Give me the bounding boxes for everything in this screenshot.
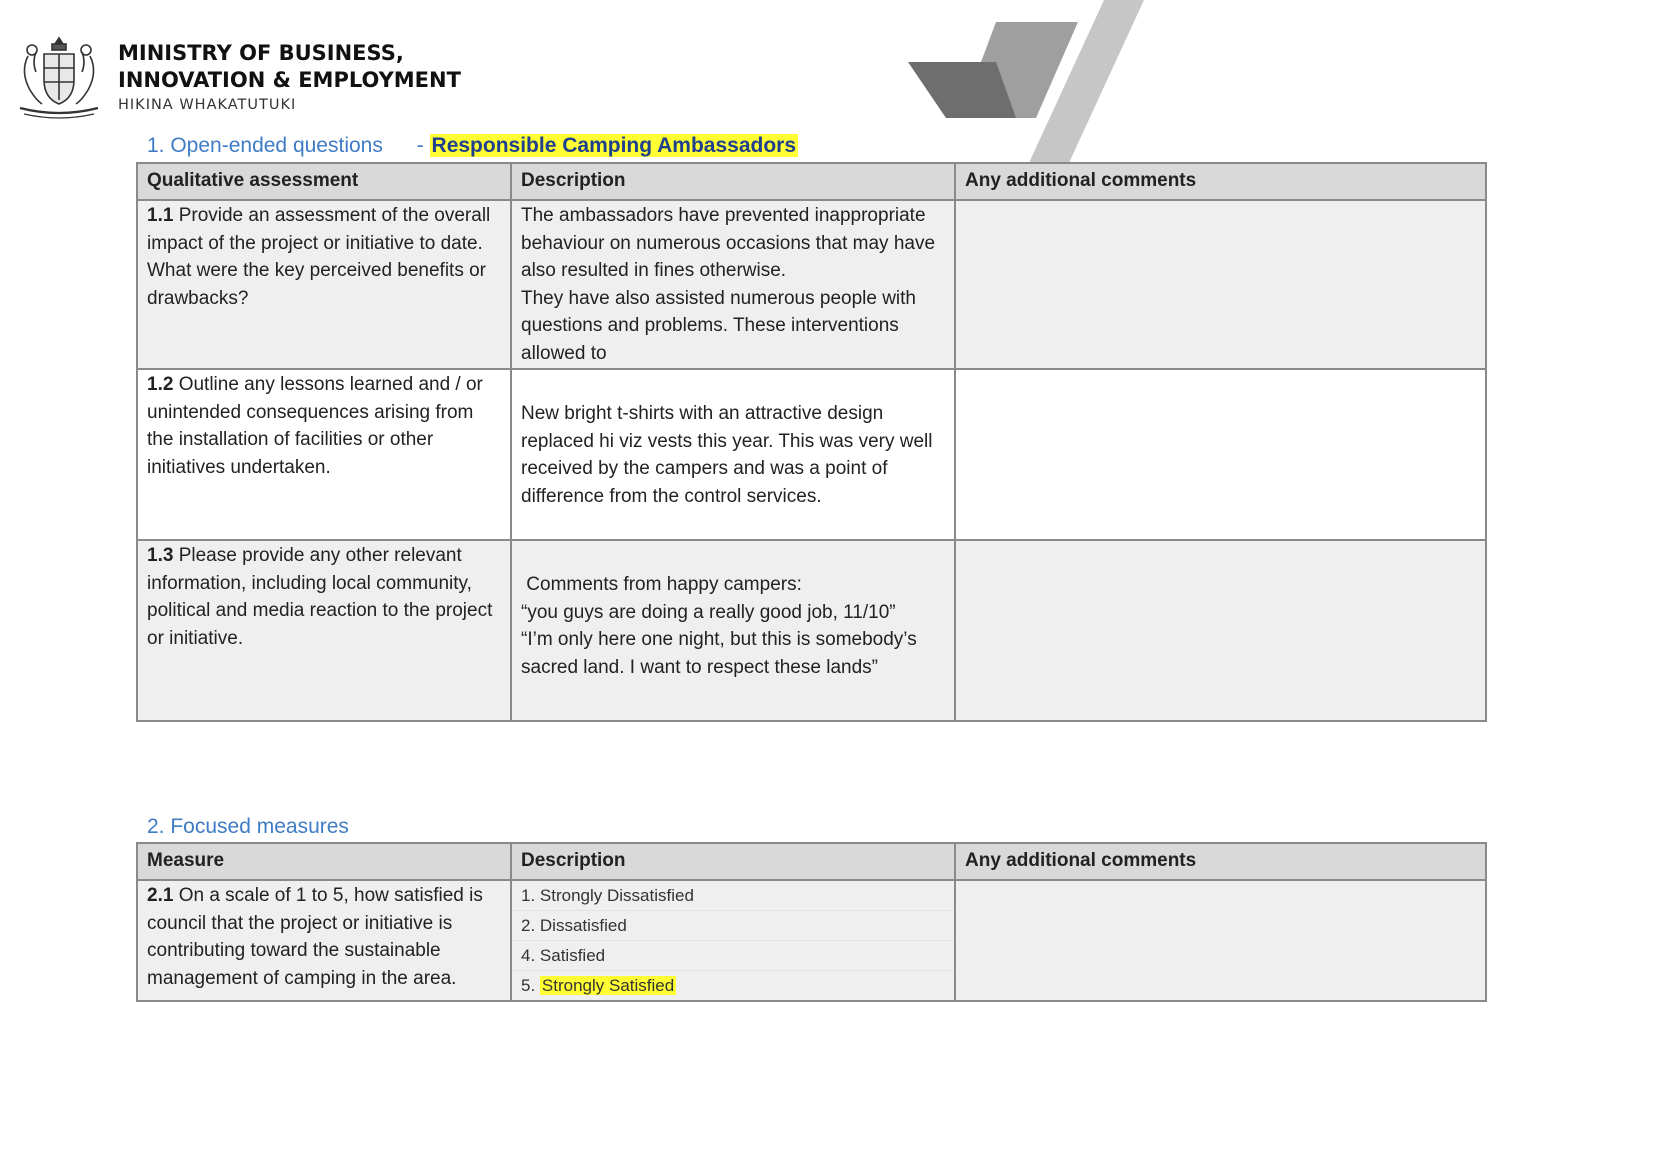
section-1-heading xyxy=(147,134,798,158)
description-line: New bright t-shirts with an attractive design replaced hi viz vests this year. This was very well received by the campers and was a point of difference from the control services. xyxy=(521,403,933,507)
section-1-tag-dash: - xyxy=(416,134,424,157)
description-cell xyxy=(511,369,955,540)
question-number: 1.3 xyxy=(147,545,174,566)
column-header: Measure xyxy=(137,843,511,880)
focused-measures-table xyxy=(136,842,1487,1002)
selected-option-label: Strongly Satisfied xyxy=(541,976,675,995)
description-cell xyxy=(511,200,955,369)
decorative-shapes xyxy=(908,0,1168,165)
table-header-row xyxy=(137,163,1486,200)
open-ended-questions-table xyxy=(136,162,1487,722)
column-header: Any additional comments xyxy=(955,163,1486,200)
table-row xyxy=(137,369,1486,540)
option-label: Satisfied xyxy=(539,946,606,965)
column-header: Description xyxy=(511,843,955,880)
org-maori-name: HIKINA WHAKATUTUKI xyxy=(118,97,297,113)
description-cell xyxy=(511,540,955,721)
option-number: 1. xyxy=(521,886,540,905)
option-number: 5. xyxy=(521,976,540,995)
rating-option[interactable] xyxy=(512,911,954,941)
description-line: “you guys are doing a really good job, 11/10” xyxy=(521,601,896,623)
question-text: Outline any lessons learned and / or unintended consequences arising from the installation of facilities or other initiatives undertaken. xyxy=(147,374,483,478)
measure-number: 2.1 xyxy=(147,885,174,906)
description-line: “I’m only here one night, but this is somebody’s sacred land. I want to respect these lands” xyxy=(521,629,922,678)
comment-cell[interactable] xyxy=(955,880,1486,1001)
column-header: Any additional comments xyxy=(955,843,1486,880)
rating-option-selected[interactable] xyxy=(512,971,954,1000)
comment-cell[interactable] xyxy=(955,540,1486,721)
section-1-title: 1. Open-ended questions xyxy=(147,134,383,157)
measure-cell xyxy=(137,880,511,1001)
question-cell xyxy=(137,540,511,721)
question-cell xyxy=(137,200,511,369)
description-line: The ambassadors have prevented inappropriate behaviour on numerous occasions that may have also resulted in fines otherwise. xyxy=(521,205,936,281)
section-1-tag xyxy=(417,134,798,157)
comment-cell[interactable] xyxy=(955,200,1486,369)
question-cell xyxy=(137,369,511,540)
option-number: 2. xyxy=(521,916,540,935)
table-row xyxy=(137,540,1486,721)
comment-cell[interactable] xyxy=(955,369,1486,540)
option-label: Dissatisfied xyxy=(539,916,627,935)
table-row xyxy=(137,880,1486,1001)
option-number: 4. xyxy=(521,946,540,965)
column-header: Description xyxy=(511,163,955,200)
table-header-row xyxy=(137,843,1486,880)
table-row xyxy=(137,200,1486,369)
section-2-heading: 2. Focused measures xyxy=(147,815,349,838)
question-text: Please provide any other relevant information, including local community, political and media reaction to the project or initiative. xyxy=(147,545,493,649)
question-number: 1.1 xyxy=(147,205,174,226)
org-name-line-2: INNOVATION & EMPLOYMENT xyxy=(118,68,461,92)
coat-of-arms-logo xyxy=(14,34,104,120)
org-name-line-1: MINISTRY OF BUSINESS, xyxy=(118,41,404,65)
question-text: Provide an assessment of the overall impact of the project or initiative to date. What were the key perceived benefits or drawbacks? xyxy=(147,205,491,309)
description-line: Comments from happy campers: xyxy=(521,574,802,595)
rating-option[interactable] xyxy=(512,941,954,971)
question-number: 1.2 xyxy=(147,374,174,395)
section-1-tag-highlight: Responsible Camping Ambassadors xyxy=(431,134,797,157)
description-line: They have also assisted numerous people with questions and problems. These interventions allowed to xyxy=(521,287,917,364)
rating-option[interactable] xyxy=(512,881,954,911)
measure-text: On a scale of 1 to 5, how satisfied is council that the project or initiative is contributing toward the sustainable management of camping in the area. xyxy=(147,885,483,989)
option-label: Strongly Dissatisfied xyxy=(539,886,694,905)
organisation-name xyxy=(118,40,461,113)
column-header: Qualitative assessment xyxy=(137,163,511,200)
rating-options xyxy=(511,880,955,1001)
